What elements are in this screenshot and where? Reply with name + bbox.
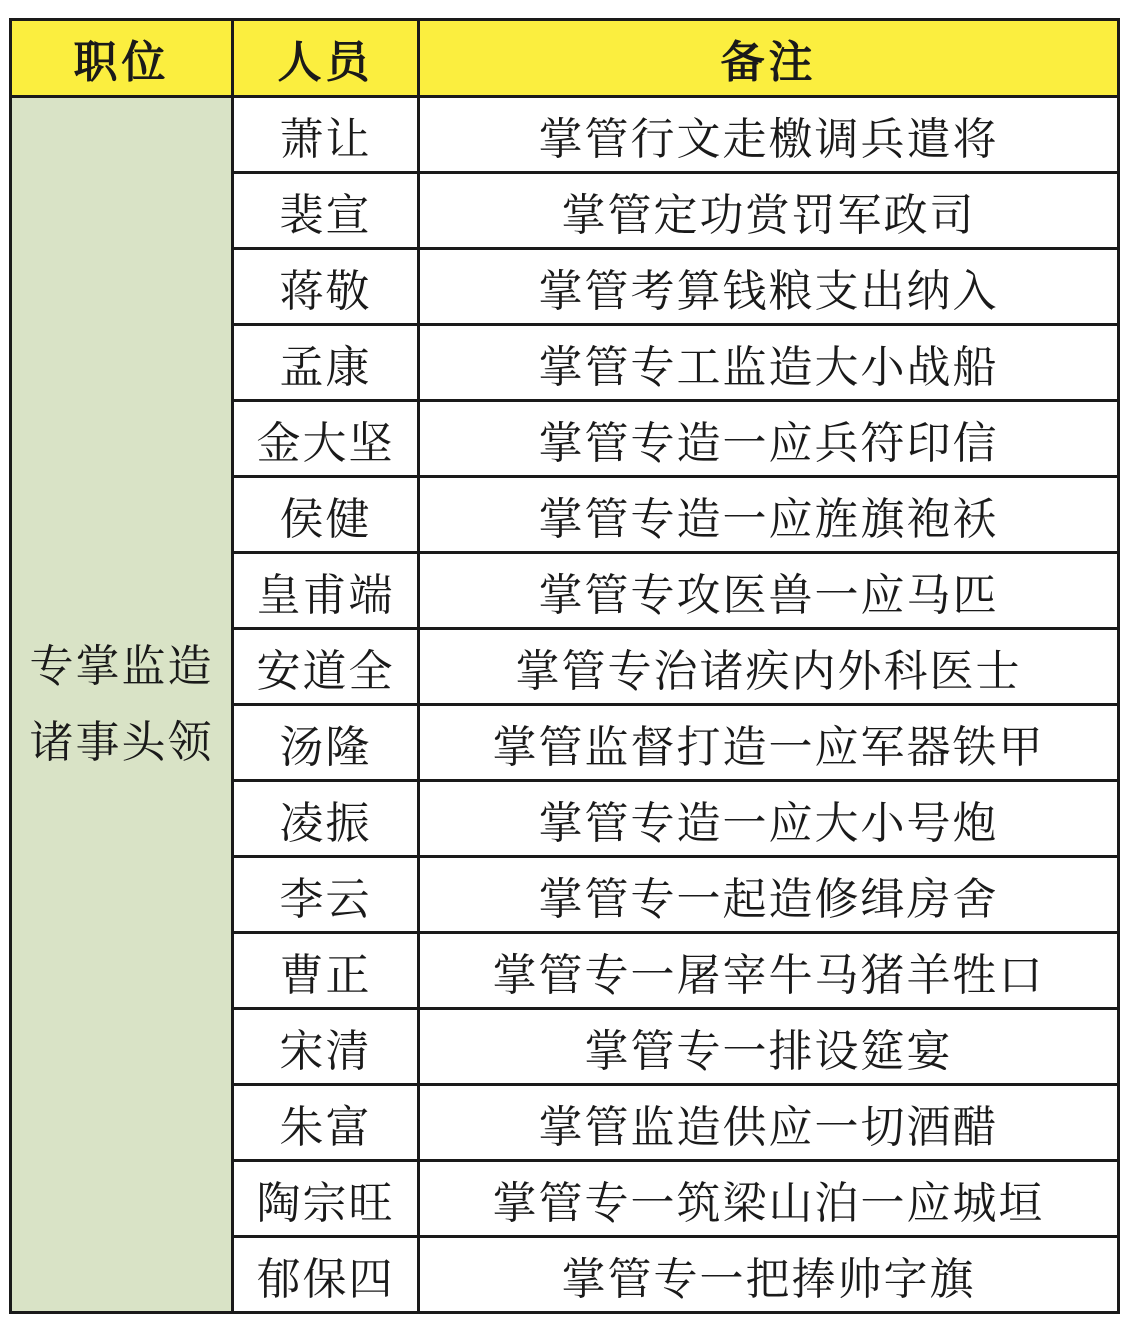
remark-cell: 掌管专一筑梁山泊一应城垣 (419, 1161, 1119, 1237)
personnel-cell: 蒋敬 (233, 249, 419, 325)
remark-cell: 掌管专攻医兽一应马匹 (419, 553, 1119, 629)
table-row (11, 97, 1119, 173)
personnel-cell: 萧让 (233, 97, 419, 173)
header-position: 职位 (11, 20, 233, 97)
position-cell (11, 97, 233, 1313)
personnel-cell: 李云 (233, 857, 419, 933)
header-row (11, 20, 1119, 97)
personnel-cell: 汤隆 (233, 705, 419, 781)
remark-cell: 掌管专工监造大小战船 (419, 325, 1119, 401)
header-remarks: 备注 (419, 20, 1119, 97)
personnel-cell: 裴宣 (233, 173, 419, 249)
personnel-cell: 安道全 (233, 629, 419, 705)
personnel-cell: 孟康 (233, 325, 419, 401)
personnel-cell: 郁保四 (233, 1237, 419, 1313)
remark-cell: 掌管专治诸疾内外科医士 (419, 629, 1119, 705)
position-line-1: 专掌监造 (29, 640, 214, 692)
personnel-cell: 皇甫端 (233, 553, 419, 629)
personnel-cell: 朱富 (233, 1085, 419, 1161)
remark-cell: 掌管专一把捧帅字旗 (419, 1237, 1119, 1313)
roster-table-container (9, 18, 1117, 1310)
personnel-cell: 宋清 (233, 1009, 419, 1085)
personnel-cell: 陶宗旺 (233, 1161, 419, 1237)
remark-cell: 掌管专造一应兵符印信 (419, 401, 1119, 477)
personnel-cell: 曹正 (233, 933, 419, 1009)
personnel-cell: 金大坚 (233, 401, 419, 477)
position-line-2: 诸事头领 (29, 716, 214, 768)
personnel-cell: 凌振 (233, 781, 419, 857)
remark-cell: 掌管考算钱粮支出纳入 (419, 249, 1119, 325)
roster-table (9, 18, 1120, 1314)
remark-cell: 掌管专一起造修缉房舍 (419, 857, 1119, 933)
personnel-cell: 侯健 (233, 477, 419, 553)
remark-cell: 掌管定功赏罚军政司 (419, 173, 1119, 249)
remark-cell: 掌管监造供应一切酒醋 (419, 1085, 1119, 1161)
remark-cell: 掌管专造一应旌旗袍袄 (419, 477, 1119, 553)
roster-body (11, 97, 1119, 1313)
remark-cell: 掌管专造一应大小号炮 (419, 781, 1119, 857)
remark-cell: 掌管专一排设筵宴 (419, 1009, 1119, 1085)
remark-cell: 掌管监督打造一应军器铁甲 (419, 705, 1119, 781)
remark-cell: 掌管行文走檄调兵遣将 (419, 97, 1119, 173)
header-personnel: 人员 (233, 20, 419, 97)
remark-cell: 掌管专一屠宰牛马猪羊牲口 (419, 933, 1119, 1009)
